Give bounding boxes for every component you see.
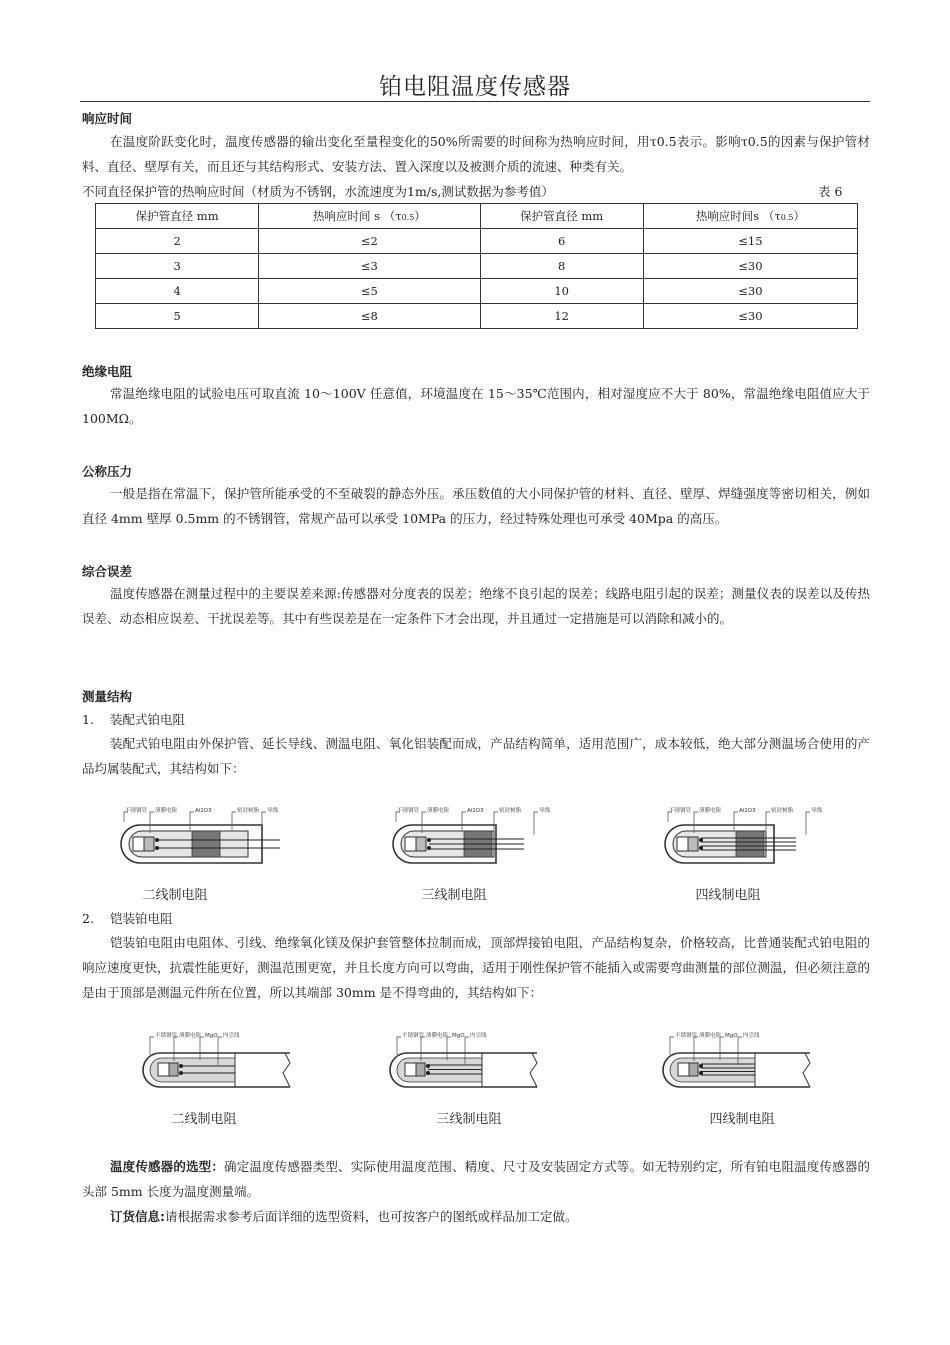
caption-two-wire-assembled: 二线制电阻 [142,888,208,903]
error-heading: 综合误差 [82,564,133,579]
two-wire-assembled-diagram [112,800,292,875]
table-caption: 不同直径保护管的热响应时间（材质为不锈钢，水流速度为1m/s,测试数据为参考值） [82,184,554,199]
list-label: 装配式铂电阻 [110,712,186,727]
response-paragraph: 在温度阶跃变化时，温度传感器的输出变化至量程变化的50%所需要的时间称为热响应时间，用τ0.5表示。影响τ0.5的因素与保护管材料、直径、壁厚有关，而且还与其结构形式、安装方法、置入深度以及被测介质的流速、种类有关。 [82,134,870,174]
label-alumina: Al2O3 [195,808,212,814]
table-header-cell: 热响应时间s （τ0.5） [643,204,857,229]
three-wire-assembled-diagram [384,800,564,875]
error-paragraph: 温度传感器在测量过程中的主要误差来源:传感器对分度表的误差；绝缘不良引起的误差；线路电阻引起的误差；测量仪表的误差以及传热误差、动态相应误差、干扰误差等。其中有些误差是在一定条件下才会出现，并且通过一定措施是可以消除和减小的。 [82,586,870,626]
table-header-cell: 保护管直径 mm [480,204,643,229]
table-header-cell: 保护管直径 mm [96,204,259,229]
label-film-resistor: 薄膜电阻 [427,808,450,814]
table-cell: ≤2 [259,229,480,254]
label-alumina: Al2O3 [467,808,484,814]
label-stainless-tube: 不锈钢管 [125,808,148,814]
table-row [96,304,858,329]
label-film-resistor: 薄膜电阻 [699,808,722,814]
table-cell: 2 [96,229,259,254]
insulation-paragraph: 常温绝缘电阻的试验电压可取直流 10～100V 任意值，环境温度在 15～35℃范围内，相对湿度应不大于 80%，常温绝缘电阻值应大于 100MΩ。 [82,386,870,426]
insulation-heading: 绝缘电阻 [82,364,133,379]
table-cell: 8 [480,254,643,279]
label-film-resistor: 薄膜电阻 [155,808,178,814]
label-sealing-resin: 密封树脂 [237,808,260,814]
title-rule [80,101,870,102]
table-cell: 5 [96,304,259,329]
table-cell: ≤30 [643,254,857,279]
response-time-table [95,203,858,329]
caption-two-wire-armored: 二线制电阻 [171,1112,237,1127]
table-row [96,254,858,279]
response-heading: 响应时间 [82,111,133,126]
order-label: 订货信息: [110,1209,165,1224]
label-stainless-tube: 不锈钢管 [675,1033,698,1039]
label-alumina: Al2O3 [739,808,756,814]
order-paragraph [82,1204,870,1229]
label-sealing-resin: 密封树脂 [499,808,522,814]
assembled-paragraph: 装配式铂电阻由外保护管、延长导线、测温电阻、氧化铝装配而成，产品结构简单，适用范围广，成本较低，绝大部分测温场合使用的产品均属装配式，其结构如下： [82,736,870,776]
caption-four-wire-armored: 四线制电阻 [709,1112,775,1127]
table-header-cell: 热响应时间 s （τ0.5） [259,204,480,229]
caption-four-wire-assembled: 四线制电阻 [695,888,761,903]
table-number: 表 6 [818,184,843,199]
four-wire-armored-diagram [650,1025,820,1095]
label-inner-lead: 内引线 [470,1033,487,1039]
label-inner-lead: 内引线 [223,1033,240,1039]
page-title: 铂电阻温度传感器 [379,74,571,100]
label-wire: 导线 [267,808,279,814]
table-cell: 6 [480,229,643,254]
table-cell: ≤3 [259,254,480,279]
list-label: 铠装铂电阻 [110,911,173,926]
label-stainless-tube: 不锈钢管 [155,1033,178,1039]
pressure-heading: 公称压力 [82,464,133,479]
order-text: 请根据需求参考后面详细的选型资料，也可按客户的图纸或样品加工定做。 [165,1209,578,1224]
label-mgo: MgO [452,1033,465,1039]
table-cell: ≤30 [643,279,857,304]
label-wire: 导线 [811,808,823,814]
table-cell: 3 [96,254,259,279]
label-stainless-tube: 不锈钢管 [397,808,420,814]
list-number: 2. [82,911,94,926]
selection-label: 温度传感器的选型： [110,1159,225,1174]
table-cell: 12 [480,304,643,329]
table-header-row [96,204,858,229]
two-wire-armored-diagram [130,1025,300,1095]
label-sealing-resin: 密封树脂 [771,808,794,814]
list-number: 1. [82,712,94,727]
label-film-resistor: 薄膜电阻 [699,1033,722,1039]
label-mgo: MgO [205,1033,218,1039]
armored-paragraph: 铠装铂电阻由电阻体、引线、绝缘氧化镁及保护套管整体拉制而成，顶部焊接铂电阻，产品结构复杂，价格较高，比普通装配式铂电阻的响应速度更快，抗震性能更好，测温范围更宽，并且长度方向可以弯曲，适用于刚性保护管不能插入或需要弯曲测量的部位测温，但必须注意的是由于顶部是测温元件所在位置，所以其端部 30mm 是不得弯曲的，其结构如下： [82,935,870,1000]
pressure-paragraph: 一般是指在常温下，保护管所能承受的不至破裂的静态外压。承压数值的大小同保护管的材料、直径、壁厚、焊缝强度等密切相关，例如直径 4mm 壁厚 0.5mm 的不锈钢管，常规产品可以承受 10MPa 的压力，经过特殊处理也可承受 40Mpa 的高压。 [82,486,870,526]
four-wire-assembled-diagram [656,800,836,875]
table-cell: ≤5 [259,279,480,304]
list-item-assembled [82,710,185,728]
label-film-resistor: 薄膜电阻 [426,1033,449,1039]
selection-paragraph [82,1154,870,1204]
caption-three-wire-assembled: 三线制电阻 [421,888,487,903]
table-row [96,229,858,254]
table-cell: 10 [480,279,643,304]
label-stainless-tube: 不锈钢管 [669,808,692,814]
three-wire-armored-diagram [377,1025,547,1095]
table-cell: 4 [96,279,259,304]
caption-three-wire-armored: 三线制电阻 [436,1112,502,1127]
label-film-resistor: 薄膜电阻 [179,1033,202,1039]
table-cell: ≤8 [259,304,480,329]
label-wire: 导线 [539,808,551,814]
table-cell: ≤15 [643,229,857,254]
table-row [96,279,858,304]
selection-text: 确定温度传感器类型、实际使用温度范围、精度、尺寸及安装固定方式等。如无特别约定，所有铂电阻温度传感器的头部 5mm 长度为温度测量端。 [82,1159,870,1199]
label-inner-lead: 内引线 [743,1033,760,1039]
label-mgo: MgO [725,1033,738,1039]
table-cell: ≤30 [643,304,857,329]
structure-heading: 测量结构 [82,689,133,704]
list-item-armored [82,909,173,927]
label-stainless-tube: 不锈钢管 [402,1033,425,1039]
